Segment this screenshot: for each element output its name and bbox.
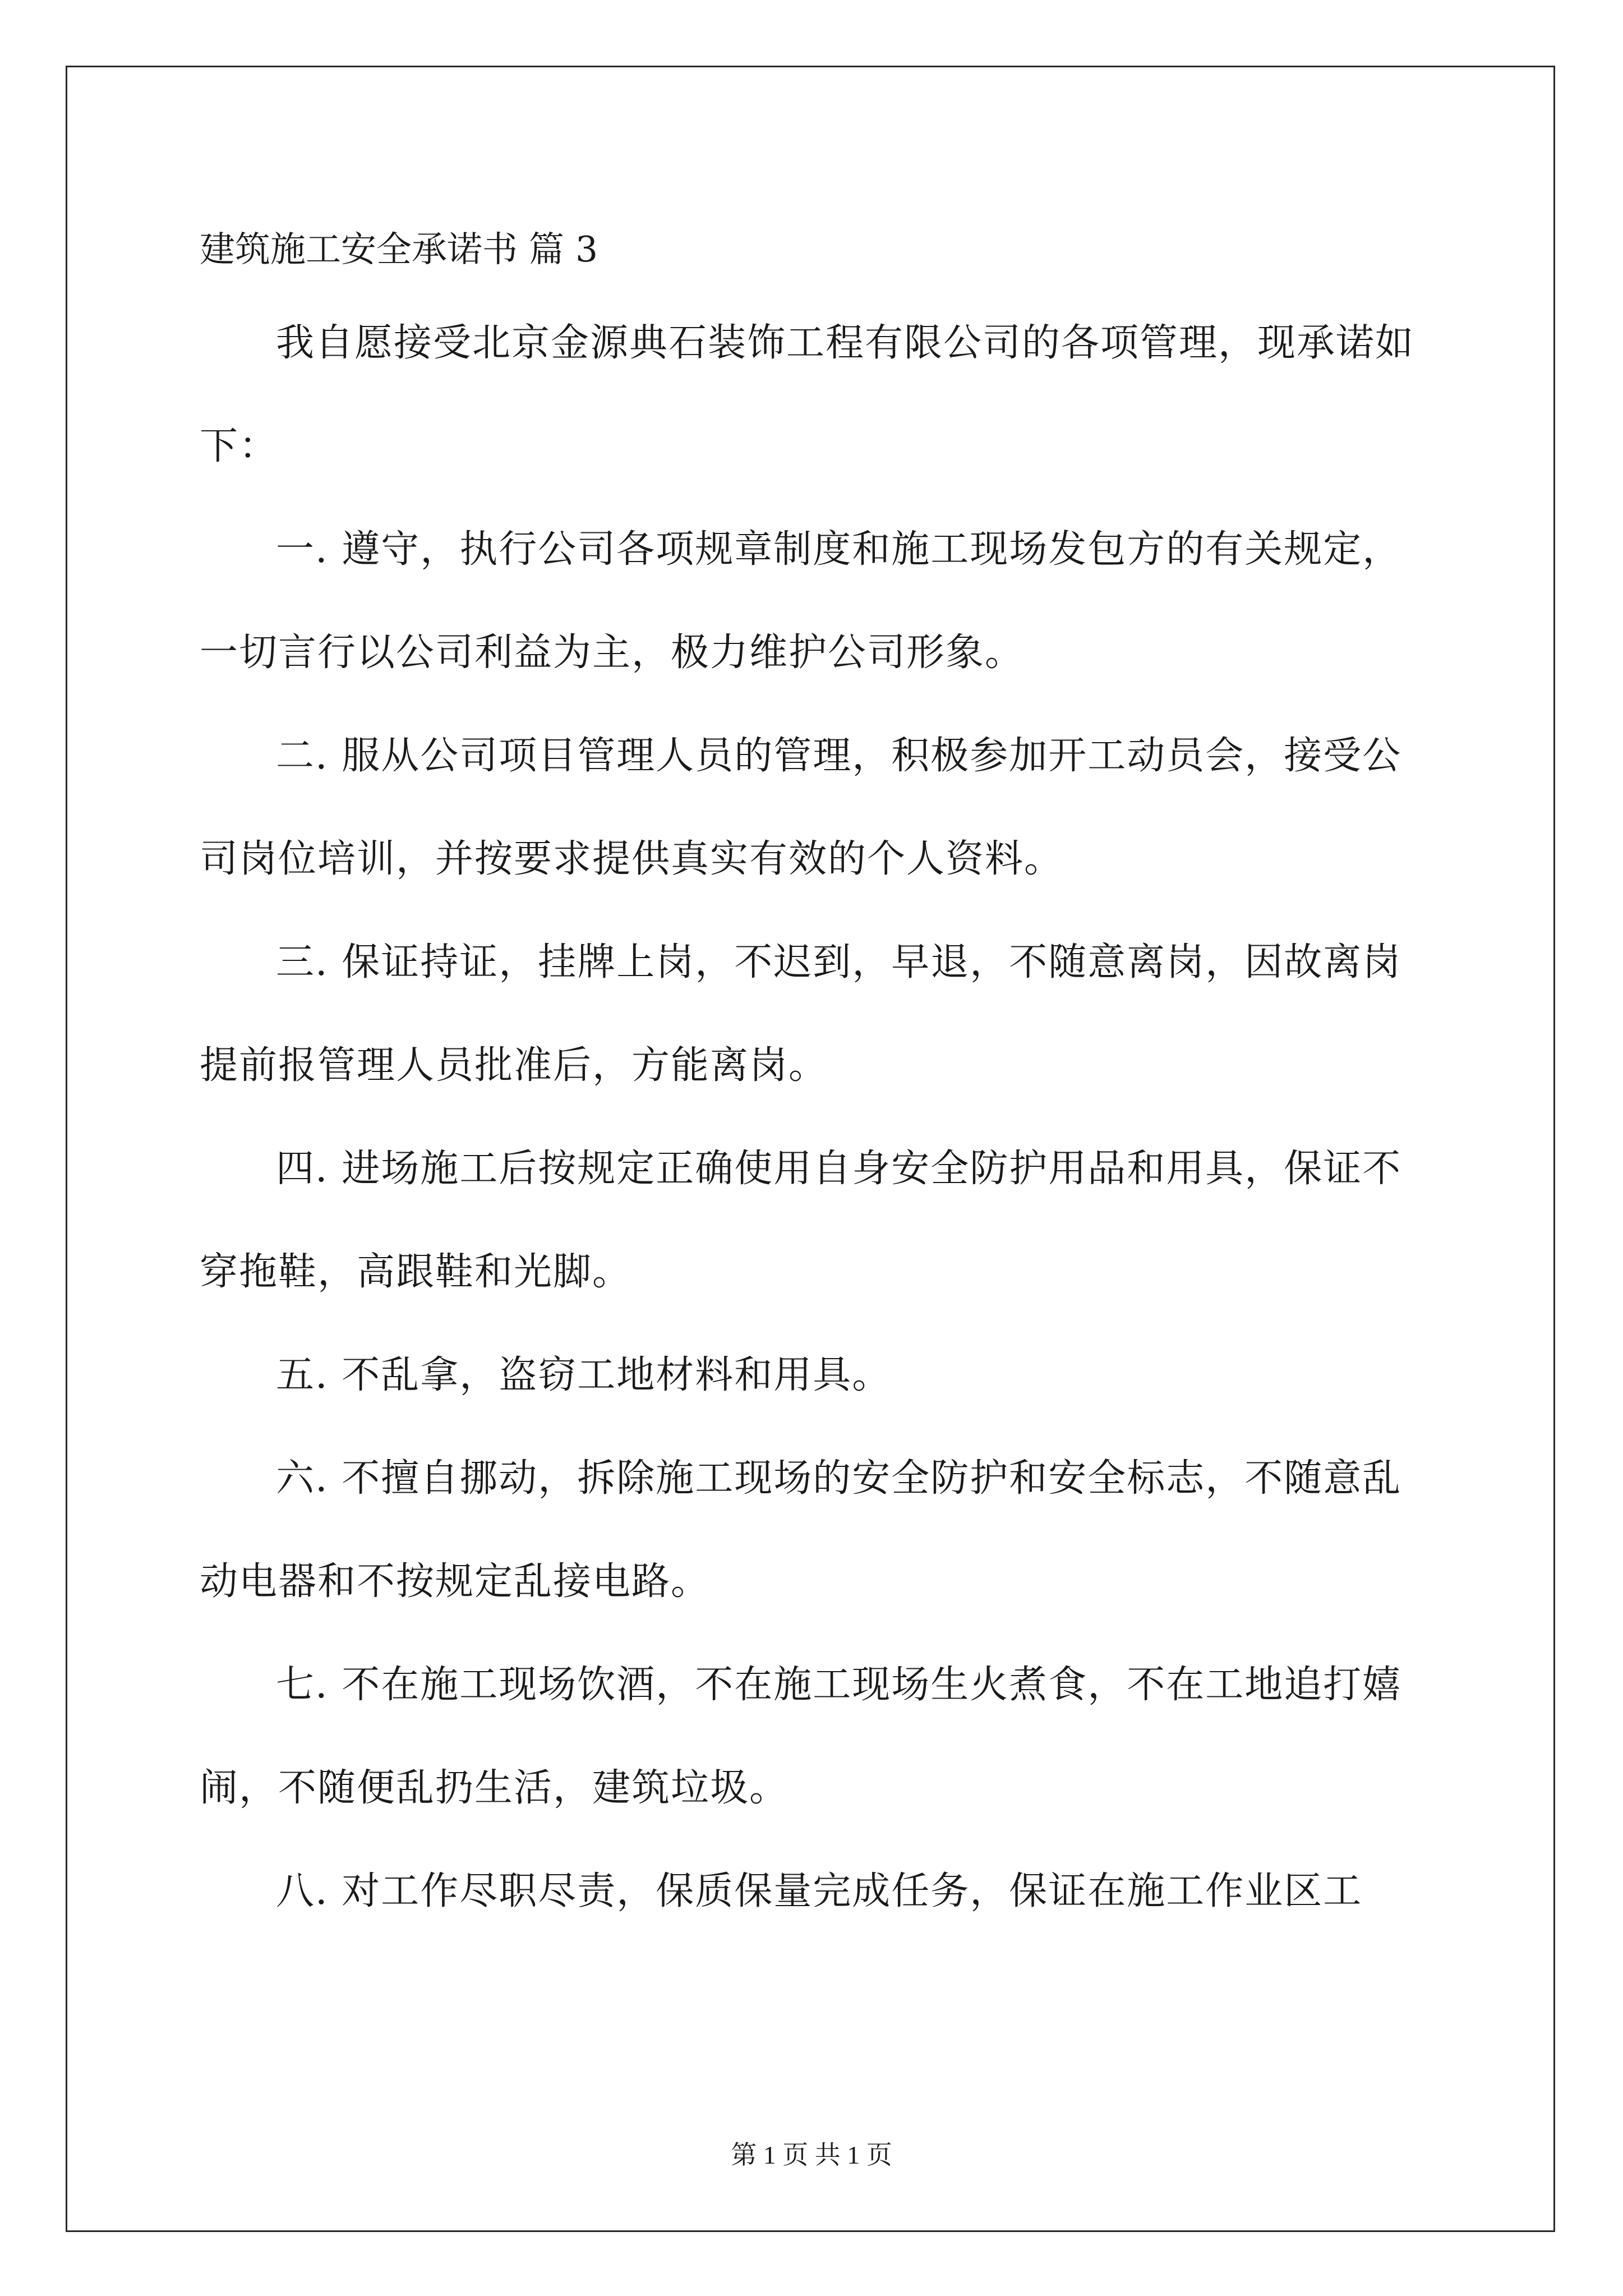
paragraph-item-4: 四. 进场施工后按规定正确使用自身安全防护用品和用具，保证不穿拖鞋，高跟鞋和光脚。: [200, 1147, 1402, 1294]
paragraph-item-5: 五. 不乱拿，盗窃工地材料和用具。: [276, 1353, 892, 1397]
document-body: [200, 208, 1431, 1943]
paragraph-item-6: 六. 不擅自挪动，拆除施工现场的安全防护和安全标志，不随意乱动电器和不按规定乱接电路。: [200, 1456, 1402, 1604]
paragraph-item-1: 一. 遵守，执行公司各项规章制度和施工现场发包方的有关规定，一切言行以公司利益为主，极力维护公司形象。: [200, 527, 1402, 675]
paragraph-item-7: 七. 不在施工现场饮酒，不在施工现场生火煮食，不在工地追打嬉闹，不随便乱扔生活，建筑垃圾。: [200, 1663, 1402, 1810]
paragraph-item-8: 八. 对工作尽职尽责，保质保量完成任务，保证在施工作业区工: [276, 1869, 1363, 1913]
paragraph-item-3: 三. 保证持证，挂牌上岗，不迟到，早退，不随意离岗，因故离岗提前报管理人员批准后，方能离岗。: [200, 940, 1402, 1088]
paragraph-intro: 我自愿接受北京金源典石装饰工程有限公司的各项管理，现承诺如下：: [200, 321, 1415, 468]
document-title: 建筑施工安全承诺书 篇 3: [200, 229, 598, 270]
paragraph-item-2: 二. 服从公司项目管理人员的管理，积极参加开工动员会，接受公司岗位培训，并按要求提供真实有效的个人资料。: [200, 734, 1402, 881]
page-number-footer: 第 1 页 共 1 页: [731, 2141, 892, 2169]
